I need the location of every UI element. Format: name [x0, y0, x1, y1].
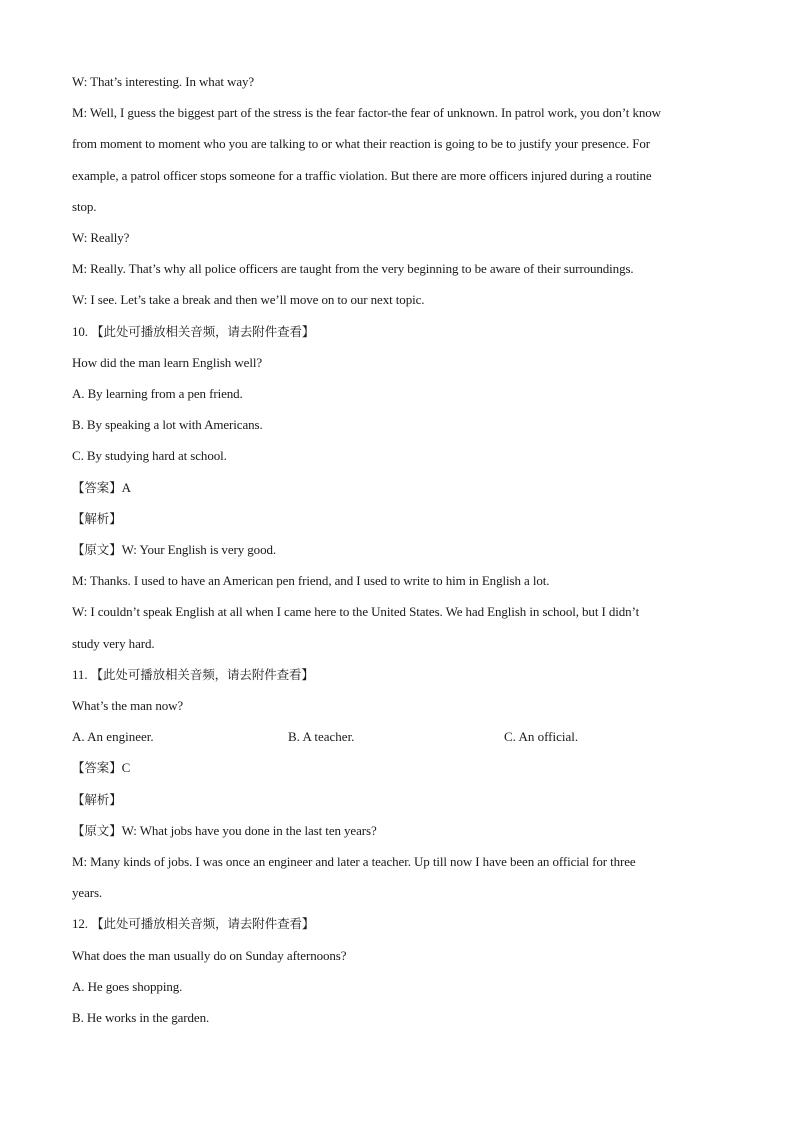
- transcript-line: M: Thanks. I used to have an American pen friend, and I used to write to him in English a lot.: [72, 573, 550, 589]
- transcript-line: [72, 534, 732, 565]
- option-b: B. He works in the garden.: [72, 1010, 210, 1026]
- transcript-line: M: Many kinds of jobs. I was once an engineer and later a teacher. Up till now I have been an official for three: [72, 854, 636, 870]
- option-c: C. By studying hard at school.: [72, 448, 227, 464]
- transcript-line: years.: [72, 885, 103, 901]
- audio-note-link[interactable]: 【此处可播放相关音频，请去附件查看】: [91, 916, 315, 932]
- question-header: [72, 908, 732, 939]
- answer-line: [72, 752, 732, 783]
- question-header: [72, 316, 732, 347]
- dialogue-line: W: That’s interesting. In what way?: [72, 74, 255, 89]
- dialogue-line: stop.: [72, 198, 97, 214]
- dialogue-line: W: Really?: [72, 230, 130, 246]
- question-header: [72, 659, 732, 690]
- question-11: [72, 659, 732, 909]
- option-a: A. By learning from a pen friend.: [72, 386, 243, 402]
- answer-value: C: [121, 760, 131, 776]
- analysis-label: 【解析】: [72, 510, 122, 526]
- answer-line: [72, 472, 732, 503]
- transcript-text: W: Your English is very good.: [121, 542, 277, 558]
- options-row: [72, 721, 732, 752]
- question-text: What’s the man now?: [72, 698, 184, 714]
- option-a: A. He goes shopping.: [72, 978, 183, 994]
- dialogue-line: M: Really. That’s why all police officers are taught from the very beginning to be aware of their surroundings.: [72, 261, 634, 277]
- answer-value: A: [121, 479, 131, 495]
- question-number: 10.: [72, 323, 88, 339]
- question-number: 11.: [72, 666, 88, 682]
- document-page: [72, 66, 732, 1033]
- dialogue-line: example, a patrol officer stops someone for a traffic violation. But there are more officers injured during a routine: [72, 167, 652, 183]
- question-text: How did the man learn English well?: [72, 354, 263, 370]
- option-b: B. By speaking a lot with Americans.: [72, 417, 263, 433]
- source-label: 【原文】: [72, 822, 122, 838]
- dialogue-line: from moment to moment who you are talking to or what their reaction is going to be to justify your presence. For: [72, 136, 651, 152]
- option-c: C. An official.: [504, 729, 579, 745]
- question-10: [72, 316, 732, 659]
- option-b: B. A teacher.: [288, 729, 355, 745]
- transcript-text: W: What jobs have you done in the last ten years?: [121, 822, 377, 838]
- audio-note-link[interactable]: 【此处可播放相关音频，请去附件查看】: [91, 323, 315, 339]
- transcript-line: W: I couldn’t speak English at all when I came here to the United States. We had English in school, but I didn’t: [72, 604, 640, 620]
- analysis-label: 【解析】: [72, 791, 122, 807]
- source-label: 【原文】: [72, 542, 122, 558]
- option-a: A. An engineer.: [72, 729, 154, 745]
- question-number: 12.: [72, 916, 88, 932]
- transcript-line: study very hard.: [72, 635, 155, 651]
- dialogue-line: M: Well, I guess the biggest part of the stress is the fear factor-the fear of unknown. In patrol work, you don’t know: [72, 105, 661, 121]
- audio-note-link[interactable]: 【此处可播放相关音频，请去附件查看】: [90, 666, 314, 682]
- question-text: What does the man usually do on Sunday afternoons?: [72, 947, 347, 963]
- transcript-line: [72, 815, 732, 846]
- answer-label: 【答案】: [72, 760, 122, 776]
- dialogue-line: W: I see. Let’s take a break and then we’ll move on to our next topic.: [72, 292, 425, 308]
- question-12: [72, 908, 732, 1033]
- dialogue-top: [72, 66, 732, 316]
- answer-label: 【答案】: [72, 479, 122, 495]
